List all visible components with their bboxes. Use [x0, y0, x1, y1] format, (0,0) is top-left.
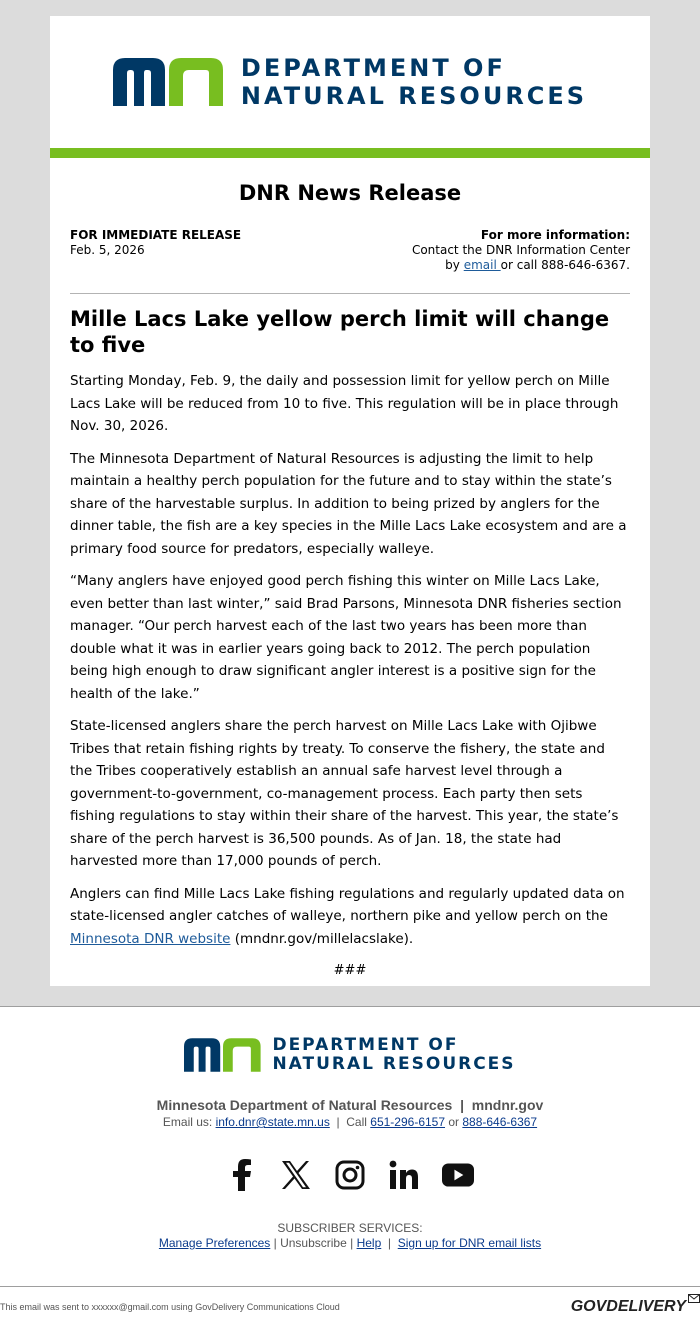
dnr-website-link[interactable]: Minnesota DNR website [70, 930, 231, 947]
email-label: Email us: [162, 1115, 216, 1129]
footer-contact [0, 1115, 700, 1129]
subscriber-services-label: SUBSCRIBER SERVICES: [277, 1221, 423, 1235]
paragraph-5-text: Anglers can find Mille Lacs Lake fishing regulations and regularly updated data on state-licensed angler catches of walleye, northern pike and yellow perch on the [70, 885, 625, 924]
phone-link-1[interactable]: 651-296-6157 [370, 1115, 446, 1129]
phone-link-2[interactable]: 888-646-6367 [462, 1115, 538, 1129]
footer-email-link[interactable]: info.dnr@state.mn.us [215, 1115, 330, 1129]
signup-link[interactable]: Sign up for DNR email lists [397, 1236, 542, 1250]
paragraph-1: Starting Monday, Feb. 9, the daily and possession limit for yellow perch on Mille Lacs Lake will be reduced from 10 to five. This regulation will be in place through Nov. 30, 2026. [70, 373, 619, 434]
instagram-icon[interactable] [334, 1159, 366, 1191]
paragraph-5-end: (mndnr.gov/millelacslake). [230, 930, 414, 947]
paragraph-3: “Many anglers have enjoyed good perch fishing this winter on Mille Lacs Lake, even better than last winter,” said Brad Parsons, Minnesota DNR fisheries section manager. “Our perch harvest each of the last two years has been more than double what it was in earlier years going back to 2012. The perch population being high enough to draw significant angler interest is a positive sign for the health of the lake.” [70, 573, 622, 702]
logo-line-1: DEPARTMENT OF [240, 54, 506, 82]
immediate-release-label: FOR IMMEDIATE RELEASE [70, 228, 242, 242]
mn-logo-icon [113, 58, 225, 106]
x-twitter-icon[interactable] [280, 1159, 312, 1191]
subscriber-links [0, 1236, 700, 1250]
footer-logo-line-1: DEPARTMENT OF [272, 1035, 459, 1055]
manage-preferences-link[interactable]: Manage Preferences [158, 1236, 271, 1250]
email-link[interactable]: email [463, 258, 501, 272]
call-label: | Call [329, 1115, 371, 1129]
footer-logo-line-2: NATURAL RESOURCES [272, 1054, 516, 1074]
article-headline: Mille Lacs Lake yellow perch limit will change to five [70, 307, 610, 357]
divider [70, 293, 630, 294]
envelope-icon [688, 1294, 700, 1303]
paragraph-5 [70, 883, 630, 951]
sent-to-text: This email was sent to xxxxxx@gmail.com using GovDelivery Communications Cloud [0, 1302, 340, 1312]
dnr-header-logo [50, 16, 650, 148]
help-link[interactable]: Help [356, 1236, 382, 1250]
linkedin-icon[interactable] [388, 1159, 420, 1191]
more-info-label: For more information: [480, 228, 630, 242]
youtube-icon[interactable] [442, 1159, 474, 1191]
email-footer [0, 1006, 700, 1327]
mn-logo-icon [184, 1038, 262, 1072]
article-body [70, 370, 630, 983]
facebook-icon[interactable] [226, 1159, 258, 1191]
call-text: or call 888-646-6367. [500, 258, 630, 272]
green-divider [50, 148, 650, 158]
release-title: DNR News Release [238, 181, 462, 205]
logo-line-2: NATURAL RESOURCES [240, 82, 588, 110]
release-date: Feb. 5, 2026 [70, 243, 145, 257]
paragraph-4: State-licensed anglers share the perch harvest on Mille Lacs Lake with Ojibwe Tribes that retain fishing rights by treaty. To conserve the fishery, the state and the Tribes cooperatively establish an annual safe harvest level through a government-to-government, co-management process. Each party then sets fishing regulations to stay within their share of the harvest. This year, the state’s share of the perch harvest is 36,500 pounds. As of Jan. 18, the state had harvested more than 17,000 pounds of perch. [70, 718, 619, 869]
footer-logo [0, 1037, 700, 1073]
paragraph-2: The Minnesota Department of Natural Resources is adjusting the limit to help maintain a healthy perch population for the future and to stay within the state’s share of the harvestable surplus. In addition to being prized by anglers for the dinner table, the fish are a key species in the Mille Lacs Lake ecosystem and are a primary food source for predators, especially walleye. [70, 450, 627, 557]
end-mark: ### [333, 963, 367, 978]
govdelivery-logo[interactable] [571, 1298, 700, 1316]
social-links [0, 1157, 700, 1193]
footer-org: Minnesota Department of Natural Resources | mndnr.gov [156, 1097, 544, 1113]
by-label: by [445, 258, 464, 272]
footer-divider [0, 1006, 700, 1007]
govdelivery-text: GOVDELIVERY [570, 1298, 686, 1315]
release-meta [50, 228, 650, 273]
bottom-bar [0, 1287, 700, 1327]
contact-info-center: Contact the DNR Information Center [411, 243, 630, 257]
news-card [50, 16, 650, 986]
unsubscribe-text[interactable]: | Unsubscribe | [270, 1236, 357, 1250]
separator: | [381, 1236, 398, 1250]
or-label: or [445, 1115, 463, 1129]
